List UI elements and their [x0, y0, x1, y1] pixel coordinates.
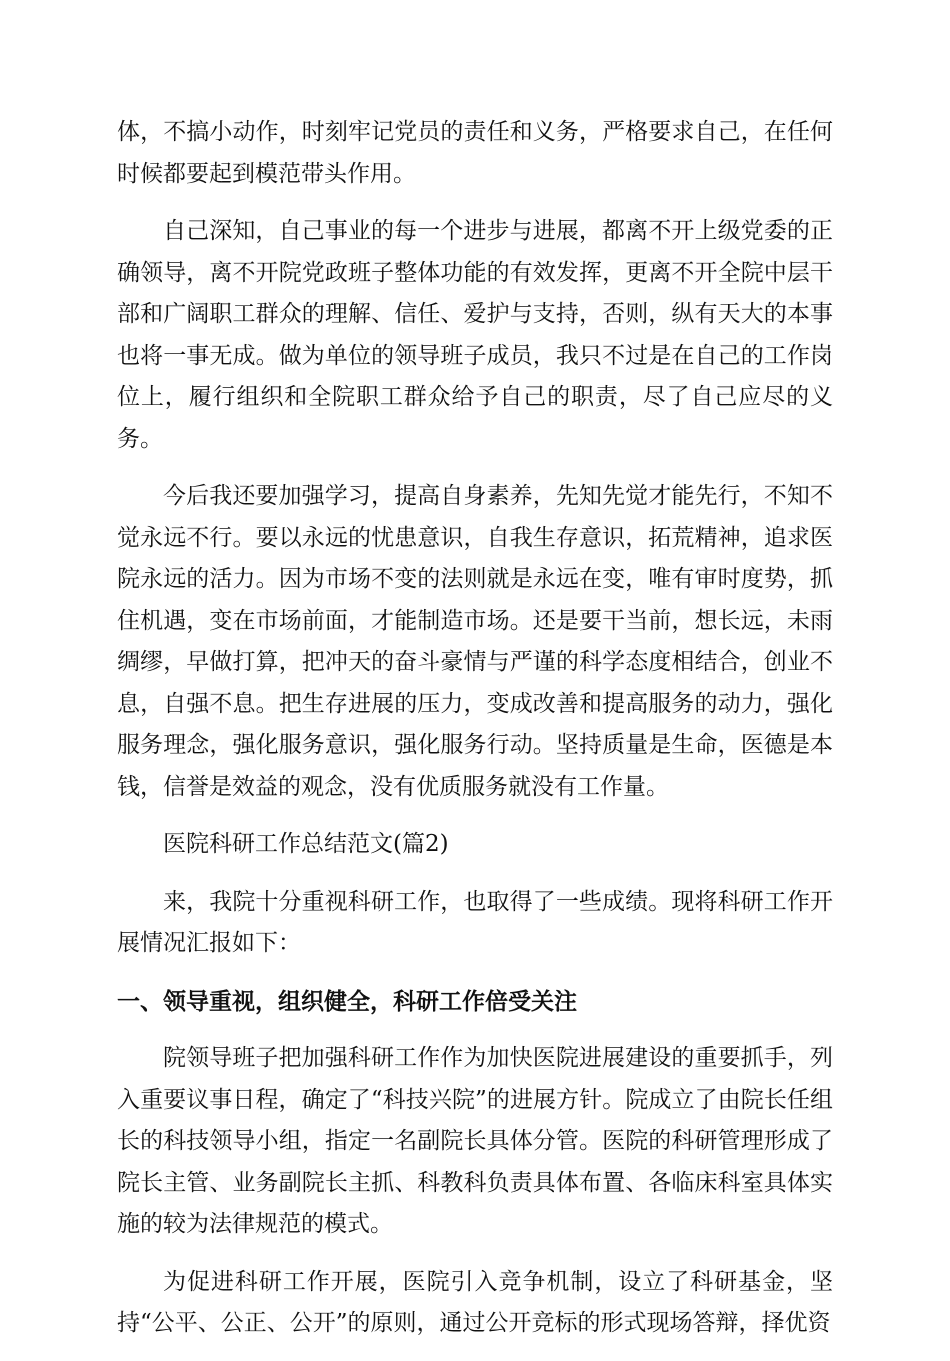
- paragraph-future-plans: 今后我还要加强学习，提高自身素养，先知先觉才能先行，不知不觉永远不行。要以永远的忧患意识，自我生存意识，拓荒精神，追求医院永远的活力。因为市场不变的法则就是永远在变，唯有审时度势，抓住机遇，变在市场前面，才能制造市场。还是要干当前，想长远，未雨绸缪，早做打算，把冲天的奋斗豪情与严谨的科学态度相结合，创业不息，自强不息。把生存进展的压力，变成改善和提高服务的动力，强化服务理念，强化服务意识，强化服务行动。坚持质量是生命，医德是本钱，信誉是效益的观念，没有优质服务就没有工作量。: [117, 483, 833, 800]
- paragraph-continuation: 体，不搞小动作，时刻牢记党员的责任和义务，严格要求自己，在任何时候都要起到模范带头作用。: [117, 119, 833, 187]
- document-body: [117, 112, 833, 1361]
- section-heading-leadership: 一、领导重视，组织健全，科研工作倍受关注: [117, 987, 577, 1015]
- paragraph-leadership-detail: 院领导班子把加强科研工作作为加快医院进展建设的重要抓手，列入重要议事日程，确定了“科技兴院”的进展方针。院成立了由院长任组长的科技领导小组，指定一名副院长具体分管。医院的科研管理形成了院长主管、业务副院长主抓、科教科负责具体布置、各临床科室具体实施的较为法律规范的模式。: [117, 1045, 833, 1237]
- section-title-part-2: 医院科研工作总结范文(篇2): [163, 831, 449, 857]
- paragraph-research-intro: 来，我院十分重视科研工作，也取得了一些成绩。现将科研工作开展情况汇报如下：: [117, 888, 833, 956]
- paragraph-self-awareness: 自己深知，自己事业的每一个进步与进展，都离不开上级党委的正确领导，离不开院党政班子整体功能的有效发挥，更离不开全院中层干部和广阔职工群众的理解、信任、爱护与支持，否则，纵有天大的本事也将一事无成。做为单位的领导班子成员，我只不过是在自己的工作岗位上，履行组织和全院职工群众给予自己的职责，尽了自己应尽的义务。: [117, 218, 833, 452]
- paragraph-research-fund: 为促进科研工作开展，医院引入竞争机制，设立了科研基金，坚持“公平、公正、公开”的原则，通过公开竞标的形式现场答辩，择优资: [117, 1268, 833, 1336]
